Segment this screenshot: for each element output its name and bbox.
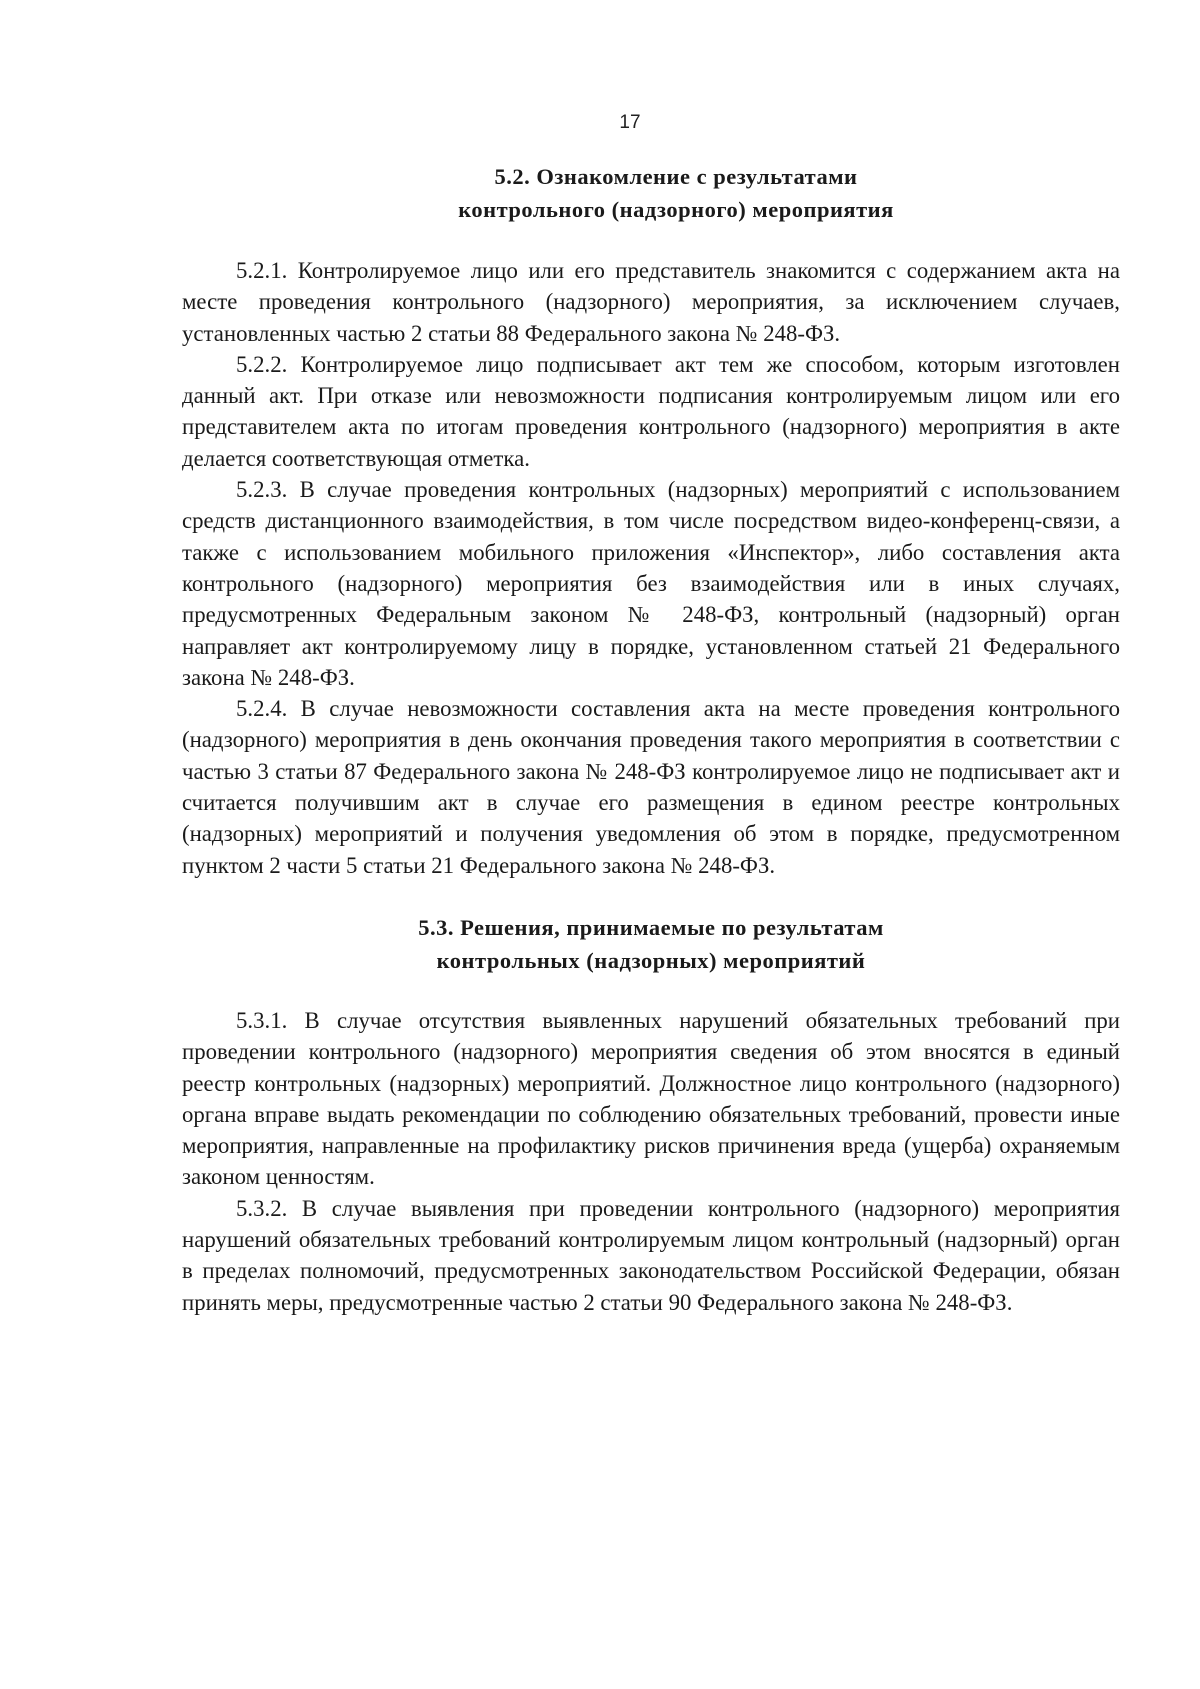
paragraph-5-3-1: 5.3.1. В случае отсутствия выявленных нарушений обязательных требований при проведении контрольного (надзорного) мероприятия сведения об этом вносятся в единый реестр контрольных (надзорных) мероприятий. Должностное лицо контрольного (надзорного) органа вправе выдать рекомендации по соблюдению обязательных требований, провести иные мероприятия, направленные на профилактику рисков причинения вреда (ущерба) охраняемым законом ценностям. (182, 1007, 1120, 1190)
page-number: 17 (619, 112, 641, 133)
paragraph-5-2-3: 5.2.3. В случае проведения контрольных (надзорных) мероприятий с использованием средств дистанционного взаимодействия, в том числе посредством видео-конференц-связи, а также с использованием мобильного приложения «Инспектор», либо составления акта контрольного (надзорного) мероприятия без взаимодействия или в иных случаях, предусмотренных Федеральным законом № 248-ФЗ, контрольный (надзорный) орган направляет акт контролируемому лицу в порядке, установленном статьей 21 Федерального закона № 248-ФЗ. (182, 477, 1120, 690)
paragraph-5-2-1: 5.2.1. Контролируемое лицо или его представитель знакомится с содержанием акта на месте проведения контрольного (надзорного) мероприятия, за исключением случаев, установленных частью 2 статьи 88 Федерального закона № 248-ФЗ. (182, 258, 1120, 346)
document-body (182, 160, 1120, 1318)
section-heading-line: контрольных (надзорных) мероприятий (436, 947, 866, 973)
section-heading-line: 5.3. Решения, принимаемые по результатам (418, 914, 884, 940)
section-5-3-body (182, 1005, 1120, 1318)
paragraph-5-2-4: 5.2.4. В случае невозможности составления акта на месте проведения контрольного (надзорного) мероприятия в день окончания проведения такого мероприятия в соответствии с частью 3 статьи 87 Федерального закона № 248-ФЗ контролируемое лицо не подписывает акт и считается получившим акт в случае его размещения в едином реестре контрольных (надзорных) мероприятий и получения уведомления об этом в порядке, предусмотренном пунктом 2 части 5 статьи 21 Федерального закона № 248-ФЗ. (182, 696, 1120, 878)
section-heading-5-2 (232, 160, 1120, 226)
section-heading-line: контрольного (надзорного) мероприятия (458, 197, 894, 222)
section-heading-line: 5.2. Ознакомление с результатами (494, 164, 858, 189)
paragraph-5-2-2: 5.2.2. Контролируемое лицо подписывает акт тем же способом, которым изготовлен данный акт. При отказе или невозможности подписания контролируемым лицом или его представителем акта по итогам проведения контрольного (надзорного) мероприятия в акте делается соответствующая отметка. (182, 351, 1120, 471)
paragraph-5-3-2: 5.3.2. В случае выявления при проведении контрольного (надзорного) мероприятия нарушений обязательных требований контролируемым лицом контрольный (надзорный) орган в пределах полномочий, предусмотренных законодательством Российской Федерации, обязан принять меры, предусмотренные частью 2 статьи 90 Федерального закона № 248-ФЗ. (182, 1195, 1120, 1315)
section-heading-5-3 (182, 911, 1120, 977)
section-5-2-body (182, 255, 1120, 881)
